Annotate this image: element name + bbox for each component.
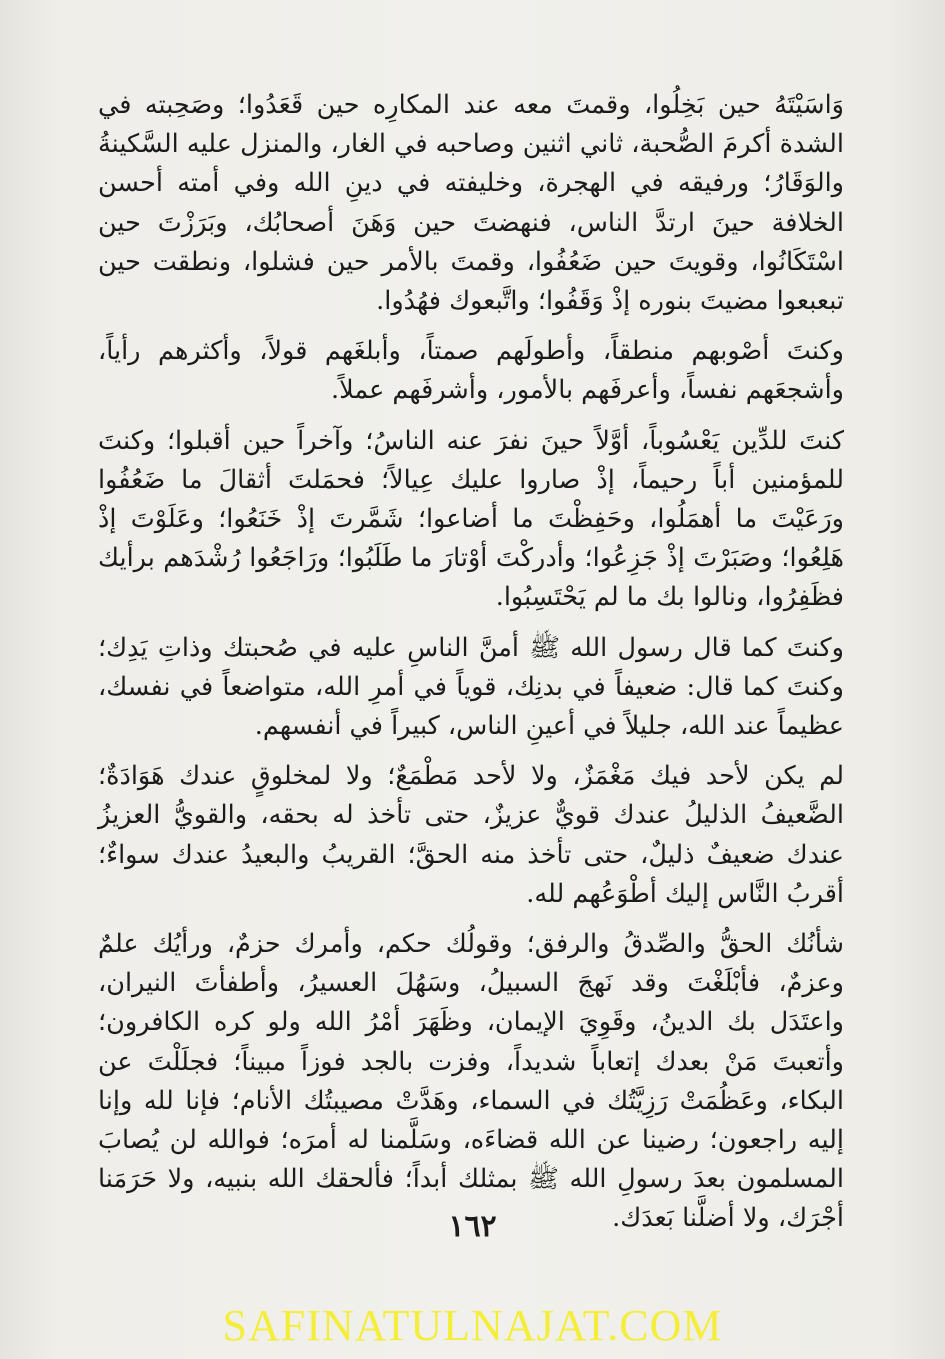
paragraph-4: وكنتَ كما قال رسول الله ﷺ أمنَّ الناسِ عليه في صُحبتك وذاتِ يَدِك؛ وكنتَ كما قال: ضعيفاً في بدنِك، قوياً في أمرِ الله، متواضعاً في نفسك، عظيماً عند الله، جليلاً في أعينِ الناس، كبيراً في أنفسهم. xyxy=(98,632,844,742)
page-number: ١٦٢ xyxy=(448,1209,497,1244)
paragraph-6: شأنُك الحقُّ والصِّدقُ والرفق؛ وقولُك حكم، وأمرك حزمٌ، ورأيُك علمٌ وعزمٌ، فأبْلَغْتَ وقد نَهجَ السبيلُ، وسَهُلَ العسيرُ، وأطفأتَ النيران، واعتَدَل بك الدينُ، وقَوِيَ الإيمان، وظَهَرَ أمْرُ الله ولو كره الكافرون؛ وأتعبتَ مَنْ بعدك إتعاباً شديداً، وفزت بالجد فوزاً مبيناً؛ فجلَلْتَ عن البكاء، وعَظُمَتْ رَزِيَّتُك في السماء، وهَدَّتْ مصيبتُك الأنام؛ فإنا لله وإنا إليه راجعون؛ رضينا عن الله قضاءَه، وسَلَّمنا له أمرَه؛ فوالله لن يُصابَ المسلمون بعدَ رسولِ الله ﷺ بمثلك أبداً؛ فألحقك الله بنبيه، ولا حَرَمَنا أجْرَك، ولا أضلَّنا بَعدَك. xyxy=(98,929,844,1234)
paragraph-3: كنتَ للدِّين يَعْسُوباً، أوَّلاً حينَ نفرَ عنه الناسُ؛ وآخراً حين أقبلوا؛ وكنتَ للمؤمنين أباً رحيماً، إذْ صاروا عليك عِيالاً؛ فحمَلتَ أثقالَ ما ضَعُفُوا ورَعَيْتَ ما أهمَلُوا، وحَفِظْتَ ما أضاعوا؛ شَمَّرتَ إذْ خَنَعُوا؛ وعَلَوْتَ إذْ هَلِعُوا؛ وصَبَرْتَ إذْ جَزِعُوا؛ وأدركْتَ أوْتارَ ما طَلَبُوا؛ ورَاجَعُوا رُشْدَهم برأيك فظَفِرُوا، ونالوا بك ما لم يَحْتَسِبُوا. xyxy=(98,425,844,613)
arabic-text-body xyxy=(98,86,844,1250)
paragraph-2: وكنتَ أصْوبهم منطقاً، وأطولَهم صمتاً، وأبلغَهم قولاً، وأكثرهم رأياً، وأشجعَهم نفساً، وأعرفَهم بالأمور، وأشرفَهم عملاً. xyxy=(98,336,844,406)
site-watermark: SAFINATULNAJAT.COM xyxy=(222,1301,723,1350)
paragraph-1: وَاسَيْتَهُ حين بَخِلُوا، وقمتَ معه عند المكارِه حين قَعَدُوا؛ وصَحِبته في الشدة أكرمَ الصُّحبة، ثاني اثنين وصاحبه في الغار، والمنزل عليه السَّكينةُ والوَقَارُ؛ ورفيقه في الهجرة، وخليفته في دينِ الله وفي أمته أحسن الخلافة حينَ ارتدَّ الناس، فنهضتَ حين وَهَنَ أصحابُك، وبَرَزْتَ حين اسْتَكَانُوا، وقويتَ حين ضَعُفُوا، وقمتَ بالأمر حين فشلوا، ونطقت حين تبعبعوا مضيتَ بنوره إذْ وَقَفُوا؛ واتَّبعوك فهُدُوا. xyxy=(98,90,844,317)
paragraph-5: لم يكن لأحد فيك مَغْمَزٌ، ولا لأحد مَطْمَعٌ؛ ولا لمخلوقٍ عندك هَوَادَةٌ؛ الضَّعيفُ الذليلُ عندك قويٌّ عزيزٌ، حتى تأخذ له بحقه، والقويُّ العزيزُ عندك ضعيفٌ ذليلٌ، حتى تأخذ منه الحقَّ؛ القريبُ والبعيدُ عندك سواءٌ؛ أقربُ النَّاس إليك أطْوَعُهم لله. xyxy=(98,761,844,909)
